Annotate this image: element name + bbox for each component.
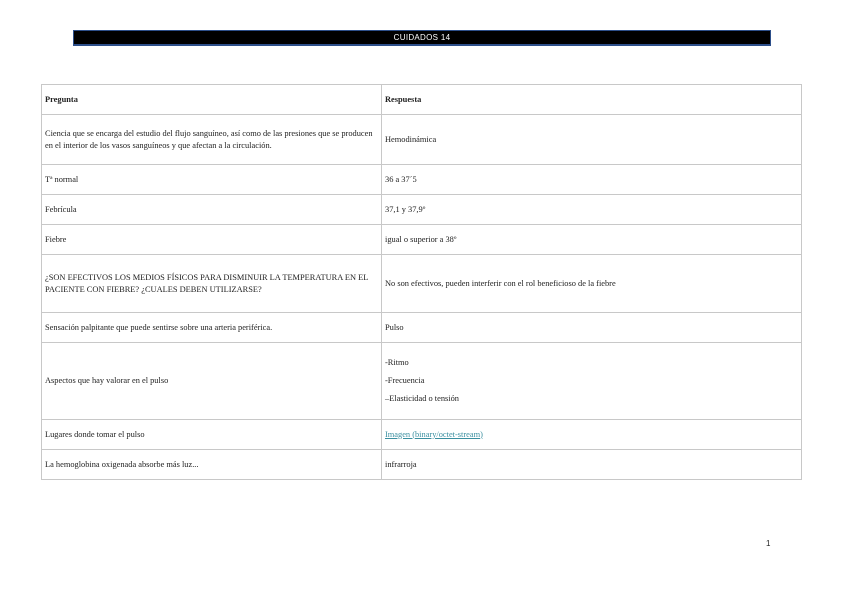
table-row xyxy=(42,313,802,343)
answer-cell xyxy=(382,343,802,420)
table-row xyxy=(42,165,802,195)
answer-cell: 37,1 y 37,9º xyxy=(382,195,802,225)
table-row xyxy=(42,450,802,480)
table-row xyxy=(42,343,802,420)
question-cell: Lugares donde tomar el pulso xyxy=(42,420,382,450)
question-cell: Aspectos que hay valorar en el pulso xyxy=(42,343,382,420)
answer-cell: igual o superior a 38º xyxy=(382,225,802,255)
answer-cell: Pulso xyxy=(382,313,802,343)
answer-cell: 36 a 37´5 xyxy=(382,165,802,195)
pulse-aspects-list xyxy=(385,357,798,405)
question-cell: ¿SON EFECTIVOS LOS MEDIOS FÍSICOS PARA DISMINUIR LA TEMPERATURA EN EL PACIENTE CON FIEBRE? ¿CUALES DEBEN UTILIZARSE? xyxy=(42,255,382,313)
qa-table xyxy=(41,84,802,480)
question-cell: Febrícula xyxy=(42,195,382,225)
answer-cell xyxy=(382,420,802,450)
question-cell: Tª normal xyxy=(42,165,382,195)
page-number: 1 xyxy=(766,539,771,548)
table-row xyxy=(42,225,802,255)
table-row xyxy=(42,115,802,165)
list-item: -Ritmo xyxy=(385,358,409,367)
document-title: CUIDADOS 14 xyxy=(393,33,451,42)
image-link[interactable]: Imagen (binary/octet-stream) xyxy=(385,429,483,439)
question-cell: Ciencia que se encarga del estudio del flujo sanguíneo, así como de las presiones que se producen en el interior de los vasos sanguíneos y que afectan a la circulación. xyxy=(42,115,382,165)
answer-cell: infrarroja xyxy=(382,450,802,480)
table-row xyxy=(42,195,802,225)
list-item: -Frecuencia xyxy=(385,376,425,385)
table-row xyxy=(42,420,802,450)
table-row xyxy=(42,255,802,313)
question-cell: Sensación palpitante que puede sentirse sobre una arteria periférica. xyxy=(42,313,382,343)
answer-cell: Hemodinámica xyxy=(382,115,802,165)
header-bar xyxy=(73,30,771,45)
answer-cell: No son efectivos, pueden interferir con el rol beneficioso de la fiebre xyxy=(382,255,802,313)
table-header-row xyxy=(42,85,802,115)
column-header-question: Pregunta xyxy=(42,85,382,115)
list-item: –Elasticidad o tensión xyxy=(385,394,459,403)
question-cell: La hemoglobina oxigenada absorbe más luz... xyxy=(42,450,382,480)
question-cell: Fiebre xyxy=(42,225,382,255)
column-header-answer: Respuesta xyxy=(382,85,802,115)
